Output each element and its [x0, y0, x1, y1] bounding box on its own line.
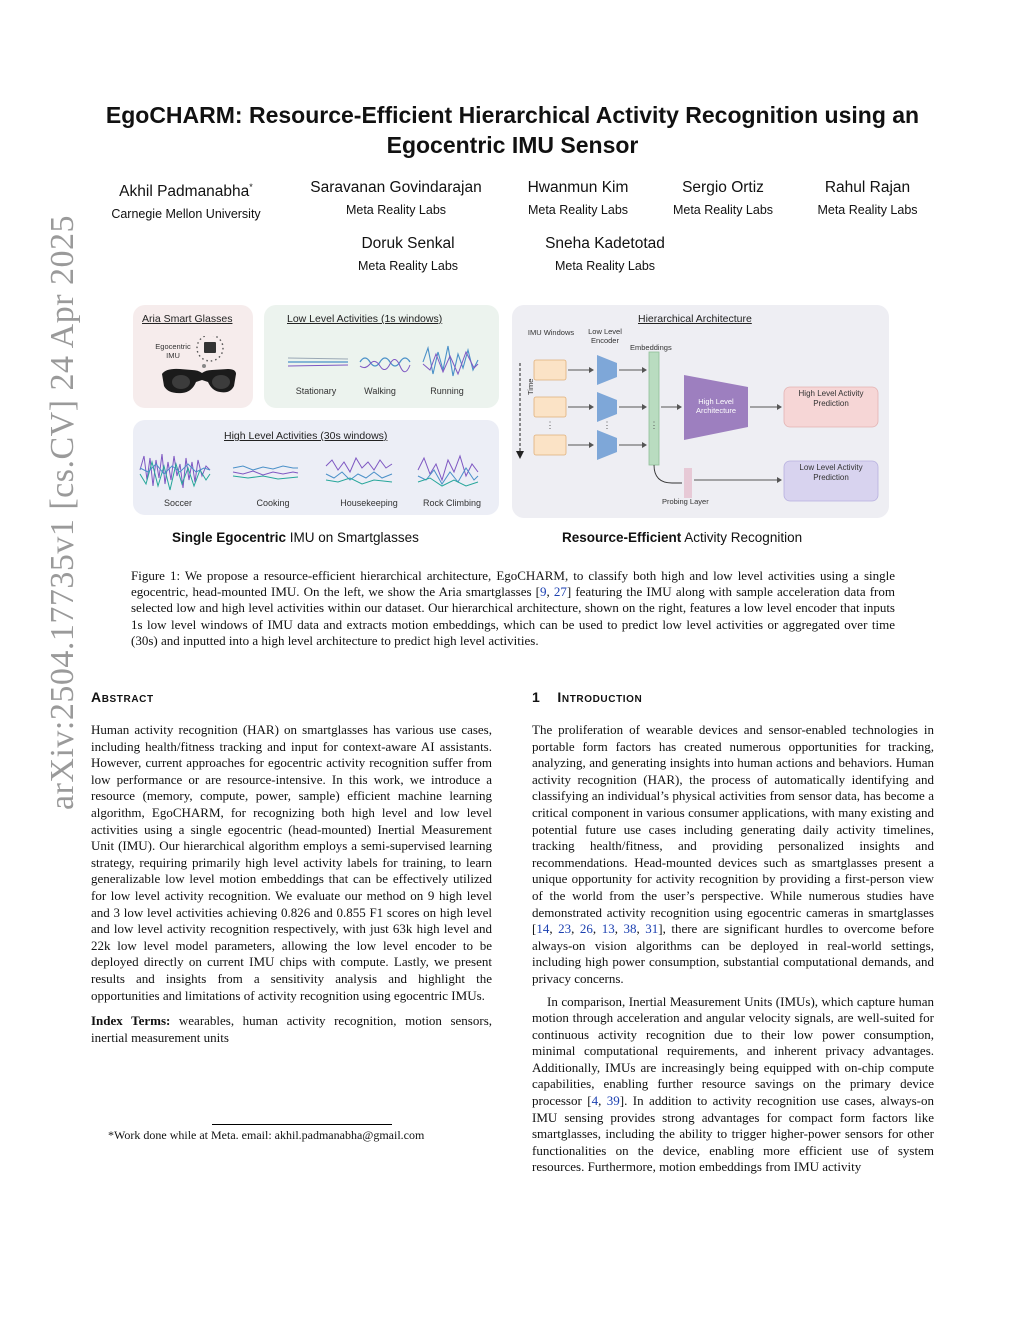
- author-affiliation: Meta Reality Labs: [527, 203, 629, 217]
- index-terms-label: Index Terms:: [91, 1013, 171, 1029]
- svg-text:⋮: ⋮: [602, 420, 612, 430]
- low-label-running: Running: [430, 386, 464, 396]
- author-affiliation: Carnegie Mellon University: [111, 207, 261, 222]
- author-name: Akhil Padmanabha: [119, 183, 250, 201]
- signal-housekeeping: [326, 458, 392, 484]
- introduction-heading: [532, 689, 642, 705]
- intro-paragraph-2: In comparison, Inertial Measurement Units (IMUs), which capture human motion through acceleration and angular velocity signals, are well-suited for continuous activity recognition due to their low power consumption, minimal computational requirements, and inherent privacy advantages. Additionally, IMUs are increasingly being equipped with on-chip compute capabilities, enabling further resource savings on the primary device processor [4, 39]. In addition to activity recognition use cases, always-on IMU sensing provides strong advantages for compact form factors like smartglasses, including the ability to trigger higher-power sensors for other functionalities on the device, enabling more efficient use of system resources. Furthermore, motion embeddings from IMU activity: [532, 993, 934, 1175]
- intro-text: ]. In addition to activity recognition use cases, always-on IMU sensing provides strong advantages for compact form factors like smartglasses, including the ability to trigger higher-power sensors for other functionalities on the device, enabling more efficient use of system resources. Furthermore, motion embeddings from IMU activity: [532, 1093, 934, 1175]
- author-block: [96, 178, 276, 222]
- author-block: [658, 178, 788, 218]
- author-block: [800, 178, 935, 218]
- svg-text:⋮: ⋮: [649, 420, 659, 430]
- embeddings-label: Embeddings: [630, 343, 672, 352]
- high-label-housekeeping: Housekeeping: [340, 498, 398, 508]
- author-affiliation: Meta Reality Labs: [357, 259, 459, 273]
- signal-rock-climbing: [418, 456, 478, 486]
- high-label-cooking: Cooking: [256, 498, 290, 508]
- high-level-architecture-label: High Level Architecture: [695, 397, 737, 415]
- intro-text: ], there are significant hurdles to overcome before always-on vision algorithms can be deployed in real-world settings, including high power consumption, substantial computational demands, and privacy concerns.: [532, 921, 935, 986]
- author-name: Rahul Rajan: [824, 179, 911, 196]
- citation-link[interactable]: 31: [645, 921, 659, 937]
- abstract-body: [91, 722, 492, 1046]
- abstract-heading: Abstract: [91, 689, 154, 705]
- citation-link[interactable]: 26: [579, 921, 593, 937]
- architecture-panel-title: Hierarchical Architecture: [638, 313, 752, 325]
- low-level-encoder-label: Low Level Encoder: [588, 327, 622, 345]
- smartglasses-illustration: [158, 336, 240, 398]
- citation-link[interactable]: 23: [558, 921, 572, 937]
- figure-1: [128, 300, 903, 560]
- left-subcaption: [172, 530, 419, 545]
- caption-separator: ,: [546, 584, 554, 600]
- author-affiliation: Meta Reality Labs: [817, 203, 918, 217]
- author-affiliation: Meta Reality Labs: [554, 259, 656, 273]
- author-block: [530, 234, 680, 274]
- index-terms-text: wearables, human activity recognition, motion sensors, inertial measurement units: [91, 1013, 493, 1045]
- right-subcaption: [562, 530, 802, 545]
- low-label-walking: Walking: [364, 386, 396, 396]
- time-axis-label: Time: [526, 378, 535, 395]
- abstract-text: Human activity recognition (HAR) on smartglasses has various use cases, including health/fitness tracking and input for context-aware AI assistants. However, current approaches for egocentric activity recognition suffer from low performance or are resource-intensive. In this work, we introduce a resource (memory, compute, power, sample) efficient machine learning algorithm, EgoCHARM, for recognizing both high level and low level activities using a single egocentric (head-mounted) Inertial Measurement Unit (IMU). Our hierarchical algorithm employs a semi-supervised learning strategy, requiring primarily high level activity labels for training, to learn generalizable low level motion embeddings that can be effectively utilized for low level activity recognition. We evaluate our method on 9 high level and 3 low level activities achieving 0.826 and 0.855 F1 scores on high level and low level activity recognition respectively, with just 63k high level and 22k low level model parameters, allowing the low level encoder to be deployed directly on current IMU chips with compute. Lastly, we present results and insights from a sensitivity analysis and highlight the opportunities and limitations of activity recognition using egocentric IMUs.: [91, 722, 492, 1003]
- high-label-soccer: Soccer: [163, 498, 192, 508]
- citation-link[interactable]: 27: [553, 584, 567, 600]
- low-level-panel-title: Low Level Activities (1s windows): [287, 313, 443, 325]
- left-subcaption-rest: IMU on Smartglasses: [286, 530, 419, 545]
- intro-paragraph-1: The proliferation of wearable devices and sensor-enabled technologies in portable form factors has created numerous opportunities for tracking, analyzing, and generating insights into human actions and behaviors. Human activity recognition (HAR), the process of automatically identifying and classifying an individual’s physical activities from sensor data, has become a critical component in various consumer applications, with many existing and potential future use cases including generating daily activity timelines, tracking health/fitness, and providing personalized insights and recommendations. Head-mounted devices such as smartglasses present a unique opportunity for activity recognition by providing a first-person view of the world from the user’s perspective. While numerous studies have demonstrated activity recognition using egocentric cameras in smartglasses [14, 23, 26, 13, 38, 31], there are significant hurdles to overcome before always-on vision algorithms can be deployed in real-world settings, including high power consumption, substantial computational demands, and privacy concerns.: [532, 722, 935, 986]
- author-name: Hwanmun Kim: [527, 179, 629, 196]
- left-subcaption-bold: Single Egocentric: [172, 530, 287, 545]
- imu-windows-label: IMU Windows: [527, 328, 575, 337]
- author-affiliation: Meta Reality Labs: [345, 203, 447, 217]
- introduction-body: [532, 722, 934, 1176]
- signal-cooking: [233, 466, 298, 479]
- high-label-rock-climbing: Rock Climbing: [422, 498, 482, 508]
- section-title: Introduction: [557, 689, 643, 705]
- citation-link[interactable]: 38: [623, 921, 637, 937]
- signal-running: [423, 346, 478, 376]
- high-level-prediction-label: High Level Activity Prediction: [798, 389, 864, 408]
- right-subcaption-bold: Resource-Efficient: [562, 530, 682, 545]
- svg-text:⋮: ⋮: [545, 420, 555, 430]
- intro-text: The proliferation of wearable devices and sensor-enabled technologies in portable form factors has created numerous opportunities for tracking, analyzing, and generating insights into human actions and behaviors. Human activity recognition (HAR), the process of automatically identifying and classifying an individual’s physical activities from sensor data, has become a critical component in various consumer applications, with many existing and potential future use cases including generating daily activity timelines, tracking health/fitness, and providing personalized insights and recommendations. Head-mounted devices such as smartglasses present a unique opportunity for activity recognition by providing a first-person view of the world from the user’s perspective. While numerous studies have demonstrated activity recognition using egocentric cameras in smartglasses [: [532, 722, 934, 937]
- caption-text: Figure 1: We propose a resource-efficient hierarchical architecture, EgoCHARM, to classify both high and low level activities using a single egocentric, head-mounted IMU. On the left, we show the Aria smartglasses [: [131, 568, 895, 600]
- citation-link[interactable]: 9: [539, 584, 547, 600]
- figure-caption: [131, 568, 895, 649]
- author-name: Sneha Kadetotad: [545, 235, 665, 252]
- high-level-panel-title: High Level Activities (30s windows): [224, 430, 388, 442]
- author-name: Sergio Ortiz: [682, 179, 764, 196]
- author-name: Doruk Senkal: [361, 235, 455, 252]
- signal-walking: [360, 358, 410, 372]
- author-affiliation: Meta Reality Labs: [672, 203, 774, 217]
- citation-link[interactable]: 39: [606, 1093, 620, 1109]
- signal-stationary: [288, 358, 348, 366]
- caption-text: ] featuring the IMU along with sample acceleration data from selected low and high level activities within our dataset. Our hierarchical architecture, shown on the right, features a low level encoder that inputs 1s low level windows of IMU data and extracts motion embeddings, which can be used to predict low level activities or aggregated over time (30s) and inputted into a high level architecture to predict high level activities.: [131, 584, 895, 648]
- author-name: Saravanan Govindarajan: [310, 179, 482, 196]
- low-level-signal-plots: [278, 340, 493, 385]
- signal-soccer: [140, 454, 210, 490]
- aria-panel-title: Aria Smart Glasses: [142, 313, 233, 325]
- author-block: [508, 178, 648, 218]
- probing-layer-label: Probing Layer: [662, 497, 709, 506]
- right-subcaption-rest: Activity Recognition: [681, 530, 803, 545]
- section-number: 1: [532, 689, 541, 705]
- high-level-signal-plots: [138, 450, 493, 495]
- egocentric-imu-label: Egocentric IMU: [155, 342, 191, 360]
- arxiv-identifier: arXiv:2504.17735v1 [cs.CV] 24 Apr 2025: [44, 214, 81, 810]
- citation-link[interactable]: 4: [591, 1093, 599, 1109]
- citation-link[interactable]: 14: [536, 921, 550, 937]
- index-terms: [91, 1013, 492, 1046]
- author-block: [296, 178, 496, 218]
- low-label-stationary: Stationary: [295, 386, 337, 396]
- footnote-rule: [212, 1124, 392, 1125]
- intro-text: In comparison, Inertial Measurement Units (IMUs), which capture human motion through acceleration and angular velocity signals, are well-suited for continuous activity recognition due to their low power consumption, minimal computational requirements, and inherent privacy advantages. Additionally, IMUs are increasingly being equipped with on-chip compute capabilities, enabling further resource savings on the primary device processor [: [532, 993, 934, 1109]
- paper-title: EgoCHARM: Resource-Efficient Hierarchical Activity Recognition using an Egocentric IMU Sensor: [105, 102, 920, 158]
- footnote: *Work done while at Meta. email: akhil.padmanabha@gmail.com: [108, 1128, 425, 1142]
- author-block: [338, 234, 478, 274]
- citation-link[interactable]: 13: [601, 921, 615, 937]
- low-level-prediction-label: Low Level Activity Prediction: [799, 463, 863, 482]
- author-footnote-mark: *: [249, 182, 253, 192]
